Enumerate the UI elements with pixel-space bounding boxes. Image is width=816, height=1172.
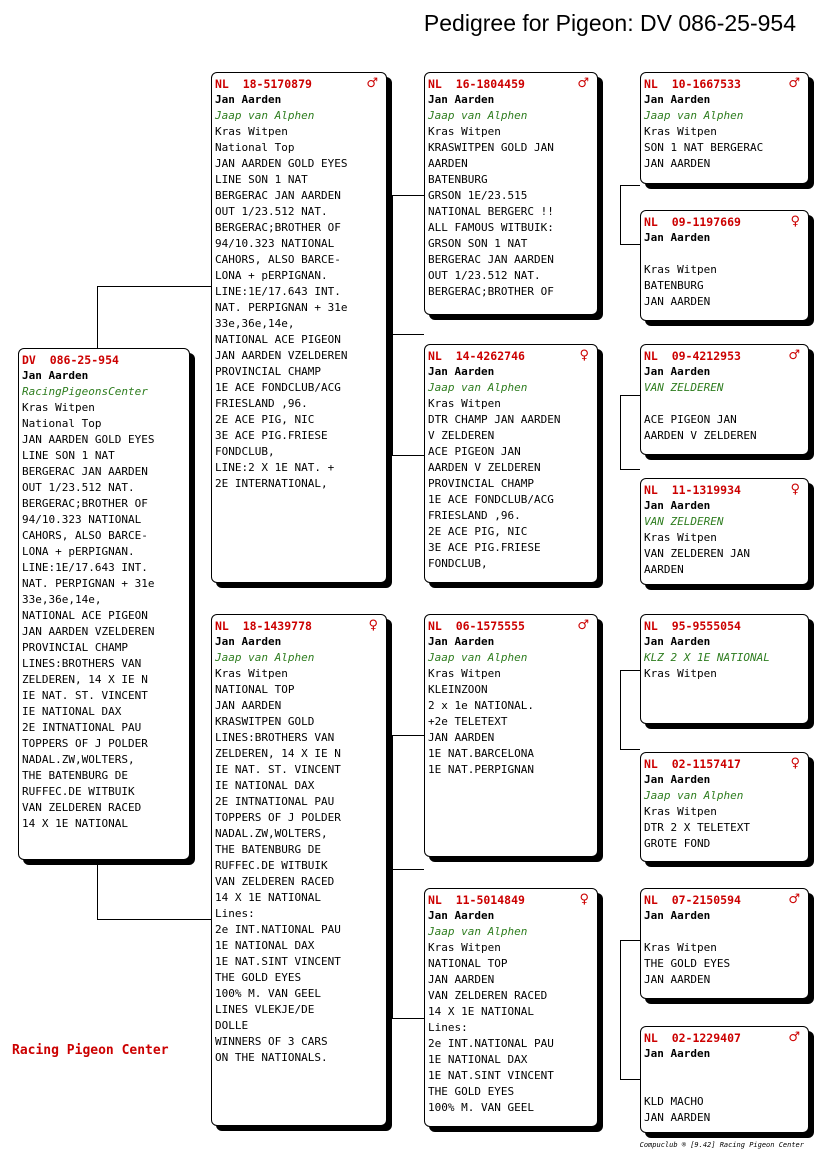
pigeon-note-line: CAHORS, ALSO BARCE-	[215, 253, 341, 266]
pigeon-note-line: KLEINZOON	[428, 683, 488, 696]
ring-number: NL 11-5014849 ♀	[428, 892, 589, 907]
pigeon-note-line: OUT 1/23.512 NAT.	[22, 481, 135, 494]
ring-number: NL 02-1157417 ♀	[644, 756, 800, 771]
pigeon-note-line: JAN AARDEN VZELDEREN	[22, 625, 155, 638]
pigeon-note-line: NATIONAL BERGERC !!	[428, 205, 554, 218]
pigeon-note-line: BERGERAC;BROTHER OF	[428, 285, 554, 298]
male-icon: ♂	[577, 618, 589, 633]
pigeon-note-line: ALL FAMOUS WITBUIK:	[428, 221, 554, 234]
pigeon-note-line: 3E ACE PIG.FRIESE	[428, 541, 541, 554]
pigeon-note-line: 2E INTNATIONAL PAU	[215, 795, 335, 808]
owner: Jan Aarden	[428, 909, 495, 922]
owner: Jan Aarden	[215, 635, 282, 648]
pigeon-card-dss	[640, 614, 809, 724]
pigeon-note-line: NATIONAL TOP	[215, 683, 295, 696]
pigeon-note-line: CAHORS, ALSO BARCE-	[22, 529, 148, 542]
pigeon-note-line: AARDEN	[428, 157, 468, 170]
pigeon-notes	[215, 666, 386, 1066]
pigeon-notes	[22, 400, 189, 832]
pigeon-notes	[644, 1078, 808, 1126]
pigeon-note-line: NATIONAL ACE PIGEON	[215, 333, 341, 346]
pigeon-notes	[215, 124, 386, 492]
pigeon-note-line: WINNERS OF 3 CARS	[215, 1035, 328, 1048]
pigeon-card-subject	[18, 348, 190, 860]
breeder: Jaap van Alphen	[428, 381, 528, 394]
pigeon-note-line: Lines:	[428, 1021, 468, 1034]
pigeon-note-line: 1E NATIONAL DAX	[428, 1053, 528, 1066]
pigeon-note-line: LINE SON 1 NAT	[215, 173, 308, 186]
owner: Jan Aarden	[644, 499, 711, 512]
pigeon-note-line: 2e INT.NATIONAL PAU	[215, 923, 341, 936]
pigeon-note-line: THE GOLD EYES	[428, 1085, 515, 1098]
pigeon-notes	[644, 262, 808, 310]
pigeon-note-line: KLD MACHO	[644, 1095, 704, 1108]
pigeon-note-line: VAN ZELDEREN RACED	[215, 875, 335, 888]
ring-number: NL 10-1667533 ♂	[644, 76, 800, 91]
pigeon-note-line: THE BATENBURG DE	[22, 769, 128, 782]
owner: Jan Aarden	[428, 93, 495, 106]
ring-number: NL 14-4262746 ♀	[428, 348, 589, 363]
pigeon-note-line: NAT. PERPIGNAN + 31e	[22, 577, 155, 590]
pigeon-note-line: BATENBURG	[428, 173, 488, 186]
male-icon: ♂	[788, 348, 800, 363]
pigeon-card-dam	[211, 614, 387, 1126]
ring-number: NL 16-1804459 ♂	[428, 76, 589, 91]
female-icon: ♀	[790, 482, 800, 497]
pigeon-note-line: JAN AARDEN VZELDEREN	[215, 349, 348, 362]
pigeon-note-line: ACE PIGEON JAN	[428, 445, 521, 458]
ring-number: NL 18-5170879 ♂	[215, 76, 378, 91]
pigeon-note-line: VAN ZELDEREN RACED	[428, 989, 548, 1002]
pigeon-note-line: JAN AARDEN	[428, 731, 495, 744]
breeder	[644, 246, 808, 262]
pigeon-notes	[644, 804, 808, 852]
pigeon-note-line: 14 X 1E NATIONAL	[22, 817, 128, 830]
pigeon-card-sire-dam	[424, 344, 598, 583]
owner: Jan Aarden	[215, 93, 282, 106]
pigeon-note-line: JAN AARDEN	[644, 973, 711, 986]
pigeon-note-line: 100% M. VAN GEEL	[428, 1101, 534, 1114]
pigeon-note-line: IE NATIONAL DAX	[215, 779, 315, 792]
pigeon-note-line: RUFFEC.DE WITBUIK	[215, 859, 328, 872]
pigeon-note-line: FONDCLUB,	[428, 557, 488, 570]
pigeon-note-line: Kras Witpen	[428, 125, 501, 138]
pigeon-note-line: 2E ACE PIG, NIC	[215, 413, 315, 426]
pigeon-note-line: ZELDEREN, 14 X IE N	[22, 673, 148, 686]
pigeon-card-dam-sire	[424, 614, 598, 857]
pigeon-note-line: AARDEN V ZELDEREN	[428, 461, 541, 474]
ring-number: NL 09-4212953 ♂	[644, 348, 800, 363]
pigeon-note-line: TOPPERS OF J POLDER	[22, 737, 148, 750]
pigeon-note-line: BERGERAC;BROTHER OF	[215, 221, 341, 234]
pigeon-notes	[644, 396, 808, 444]
owner: Jan Aarden	[644, 231, 711, 244]
pigeon-notes	[644, 666, 808, 682]
breeder: Jaap van Alphen	[428, 651, 528, 664]
breeder: KLZ 2 X 1E NATIONAL	[644, 651, 770, 664]
pigeon-note-line: LINES:BROTHERS VAN	[215, 731, 335, 744]
pigeon-note-line: JAN AARDEN	[644, 157, 711, 170]
page-title: Pedigree for Pigeon: DV 086-25-954	[423, 10, 796, 36]
male-icon: ♂	[366, 76, 378, 91]
pigeon-note-line: THE BATENBURG DE	[215, 843, 321, 856]
ring-number: NL 95-9555054	[644, 619, 741, 633]
pigeon-note-line: VAN ZELDEREN JAN	[644, 547, 750, 560]
pigeon-notes	[428, 396, 597, 572]
pigeon-note-line: National Top	[215, 141, 295, 154]
female-icon: ♀	[368, 618, 378, 633]
female-icon: ♀	[790, 756, 800, 771]
owner: Jan Aarden	[428, 635, 495, 648]
pigeon-note-line: THE GOLD EYES	[644, 957, 731, 970]
pigeon-note-line: BATENBURG	[644, 279, 704, 292]
pigeon-note-line: 1E NAT.PERPIGNAN	[428, 763, 534, 776]
pigeon-note-line: JAN AARDEN	[644, 1111, 711, 1124]
footer-credit: Compuclub ® [9.42] Racing Pigeon Center	[639, 1141, 804, 1149]
pigeon-note-line: PROVINCIAL CHAMP	[215, 365, 321, 378]
pigeon-note-line: JAN AARDEN	[644, 295, 711, 308]
pigeon-note-line	[644, 396, 808, 412]
pigeon-note-line: 2e INT.NATIONAL PAU	[428, 1037, 554, 1050]
breeder: Jaap van Alphen	[644, 789, 744, 802]
pigeon-card-sss	[640, 72, 809, 184]
pigeon-note-line: TOPPERS OF J POLDER	[215, 811, 341, 824]
pigeon-note-line: ACE PIGEON JAN	[644, 413, 737, 426]
owner: Jan Aarden	[22, 369, 89, 382]
pigeon-note-line: 2E INTNATIONAL PAU	[22, 721, 142, 734]
pigeon-note-line: Kras Witpen	[428, 397, 501, 410]
pigeon-card-sire	[211, 72, 387, 583]
breeder: Jaap van Alphen	[215, 651, 315, 664]
pigeon-note-line: VAN ZELDEREN RACED	[22, 801, 142, 814]
pigeon-card-sire-sire	[424, 72, 598, 315]
pigeon-note-line: 2 x 1e NATIONAL.	[428, 699, 534, 712]
breeder: VAN ZELDEREN	[644, 381, 724, 394]
pigeon-card-sdd	[640, 478, 809, 585]
pigeon-note-line: 1E NAT.SINT VINCENT	[215, 955, 341, 968]
owner: Jan Aarden	[644, 93, 711, 106]
pigeon-note-line	[644, 1078, 808, 1094]
owner: Jan Aarden	[644, 1047, 711, 1060]
breeder: Jaap van Alphen	[428, 109, 528, 122]
pigeon-note-line: National Top	[22, 417, 102, 430]
pigeon-note-line: 3E ACE PIG.FRIESE	[215, 429, 328, 442]
female-icon: ♀	[790, 214, 800, 229]
pigeon-note-line: 100% M. VAN GEEL	[215, 987, 321, 1000]
pigeon-note-line: LONA + pERPIGNAN.	[215, 269, 328, 282]
pigeon-note-line: JAN AARDEN GOLD EYES	[215, 157, 348, 170]
pigeon-card-ssd	[640, 210, 809, 321]
pigeon-note-line: IE NAT. ST. VINCENT	[22, 689, 148, 702]
pigeon-note-line: LINE:2 X 1E NAT. +	[215, 461, 335, 474]
owner: Jan Aarden	[644, 773, 711, 786]
breeder: Jaap van Alphen	[428, 925, 528, 938]
pigeon-note-line: Kras Witpen	[644, 941, 717, 954]
pigeon-note-line: ZELDEREN, 14 X IE N	[215, 747, 341, 760]
pigeon-note-line: DTR 2 X TELETEXT	[644, 821, 750, 834]
male-icon: ♂	[788, 76, 800, 91]
pigeon-note-line: 1E NATIONAL DAX	[215, 939, 315, 952]
pigeon-note-line: OUT 1/23.512 NAT.	[428, 269, 541, 282]
pigeon-note-line: Kras Witpen	[644, 805, 717, 818]
breeder: VAN ZELDEREN	[644, 515, 724, 528]
pigeon-card-dds	[640, 888, 809, 999]
pigeon-note-line: LINE:1E/17.643 INT.	[215, 285, 341, 298]
pigeon-note-line: Kras Witpen	[644, 125, 717, 138]
pigeon-note-line: THE GOLD EYES	[215, 971, 302, 984]
pigeon-note-line: JAN AARDEN	[428, 973, 495, 986]
pigeon-card-dsd	[640, 752, 809, 862]
pigeon-notes	[644, 530, 808, 578]
ring-number: NL 06-1575555 ♂	[428, 618, 589, 633]
pigeon-note-line: 33e,36e,14e,	[215, 317, 295, 330]
pigeon-note-line: +2e TELETEXT	[428, 715, 508, 728]
pigeon-notes	[428, 124, 597, 300]
male-icon: ♂	[788, 892, 800, 907]
pigeon-note-line: BERGERAC JAN AARDEN	[22, 465, 148, 478]
breeder: Jaap van Alphen	[644, 109, 744, 122]
ring-number: NL 18-1439778 ♀	[215, 618, 378, 633]
pigeon-note-line: 94/10.323 NATIONAL	[215, 237, 335, 250]
pigeon-note-line: 14 X 1E NATIONAL	[215, 891, 321, 904]
pigeon-note-line: DOLLE	[215, 1019, 249, 1032]
pigeon-note-line: SON 1 NAT BERGERAC	[644, 141, 764, 154]
owner: Jan Aarden	[644, 635, 711, 648]
pigeon-note-line: Kras Witpen	[22, 401, 95, 414]
pigeon-note-line: LINE SON 1 NAT	[22, 449, 115, 462]
pigeon-note-line: 1E ACE FONDCLUB/ACG	[428, 493, 554, 506]
pigeon-note-line: V ZELDEREN	[428, 429, 495, 442]
ring-number: NL 07-2150594 ♂	[644, 892, 800, 907]
pigeon-note-line: 1E NAT.SINT VINCENT	[428, 1069, 554, 1082]
pigeon-note-line: NADAL.ZW,WOLTERS,	[22, 753, 135, 766]
pigeon-note-line: LINES VLEKJE/DE	[215, 1003, 315, 1016]
pigeon-note-line: 2E ACE PIG, NIC	[428, 525, 528, 538]
owner: Jan Aarden	[644, 365, 711, 378]
pigeon-card-sds	[640, 344, 809, 455]
pigeon-note-line: GROTE FOND	[644, 837, 711, 850]
breeder	[644, 924, 808, 940]
female-icon: ♀	[579, 892, 589, 907]
ring-number: NL 11-1319934 ♀	[644, 482, 800, 497]
breeder	[644, 1062, 808, 1078]
pigeon-note-line: DTR CHAMP JAN AARDEN	[428, 413, 561, 426]
pigeon-note-line: IE NATIONAL DAX	[22, 705, 122, 718]
pigeon-note-line: 1E NAT.BARCELONA	[428, 747, 534, 760]
pigeon-note-line: 14 X 1E NATIONAL	[428, 1005, 534, 1018]
footer-brand: Racing Pigeon Center	[12, 1043, 169, 1058]
pigeon-note-line: FRIESLAND ,96.	[428, 509, 521, 522]
pigeon-note-line: Kras Witpen	[215, 667, 288, 680]
pigeon-note-line: NATIONAL ACE PIGEON	[22, 609, 148, 622]
pigeon-note-line: JAN AARDEN GOLD EYES	[22, 433, 155, 446]
pigeon-notes	[428, 940, 597, 1116]
pigeon-note-line: LINE:1E/17.643 INT.	[22, 561, 148, 574]
pigeon-note-line: PROVINCIAL CHAMP	[428, 477, 534, 490]
pigeon-note-line: Kras Witpen	[644, 531, 717, 544]
pigeon-note-line: NAT. PERPIGNAN + 31e	[215, 301, 348, 314]
pigeon-note-line: BERGERAC;BROTHER OF	[22, 497, 148, 510]
male-icon: ♂	[788, 1030, 800, 1045]
pigeon-note-line: KRASWITPEN GOLD	[215, 715, 315, 728]
pigeon-notes	[644, 940, 808, 988]
pigeon-note-line: Kras Witpen	[644, 667, 717, 680]
pigeon-note-line: Kras Witpen	[428, 667, 501, 680]
ring-number: NL 09-1197669 ♀	[644, 214, 800, 229]
pigeon-notes	[428, 666, 597, 778]
pigeon-note-line: AARDEN	[644, 563, 684, 576]
pigeon-note-line: RUFFEC.DE WITBUIK	[22, 785, 135, 798]
pigeon-notes	[644, 124, 808, 172]
pigeon-note-line: 94/10.323 NATIONAL	[22, 513, 142, 526]
pigeon-note-line: 1E ACE FONDCLUB/ACG	[215, 381, 341, 394]
pigeon-note-line: GRSON SON 1 NAT	[428, 237, 528, 250]
pigeon-card-ddd	[640, 1026, 809, 1133]
female-icon: ♀	[579, 348, 589, 363]
breeder: RacingPigeonsCenter	[22, 385, 148, 398]
pigeon-note-line: ON THE NATIONALS.	[215, 1051, 328, 1064]
owner: Jan Aarden	[644, 909, 711, 922]
pigeon-note-line: AARDEN V ZELDEREN	[644, 429, 757, 442]
pigeon-note-line: FRIESLAND ,96.	[215, 397, 308, 410]
pigeon-note-line: NATIONAL TOP	[428, 957, 508, 970]
pigeon-note-line: 33e,36e,14e,	[22, 593, 102, 606]
ring-number: NL 02-1229407 ♂	[644, 1030, 800, 1045]
breeder: Jaap van Alphen	[215, 109, 315, 122]
pigeon-note-line: Kras Witpen	[428, 941, 501, 954]
pigeon-note-line: Kras Witpen	[644, 263, 717, 276]
pigeon-note-line: OUT 1/23.512 NAT.	[215, 205, 328, 218]
pigeon-note-line: IE NAT. ST. VINCENT	[215, 763, 341, 776]
pigeon-note-line: LINES:BROTHERS VAN	[22, 657, 142, 670]
pigeon-note-line: KRASWITPEN GOLD JAN	[428, 141, 554, 154]
pigeon-note-line: JAN AARDEN	[215, 699, 282, 712]
pigeon-note-line: Kras Witpen	[215, 125, 288, 138]
pigeon-note-line: BERGERAC JAN AARDEN	[215, 189, 341, 202]
pigeon-note-line: NADAL.ZW,WOLTERS,	[215, 827, 328, 840]
pigeon-card-dam-dam	[424, 888, 598, 1127]
pigeon-note-line: PROVINCIAL CHAMP	[22, 641, 128, 654]
owner: Jan Aarden	[428, 365, 495, 378]
pigeon-note-line: Lines:	[215, 907, 255, 920]
pigeon-note-line: LONA + pERPIGNAN.	[22, 545, 135, 558]
pigeon-note-line: 2E INTERNATIONAL,	[215, 477, 328, 490]
pigeon-note-line: BERGERAC JAN AARDEN	[428, 253, 554, 266]
pigeon-note-line: FONDCLUB,	[215, 445, 275, 458]
ring-number: DV 086-25-954	[22, 353, 119, 367]
pigeon-note-line: GRSON 1E/23.515	[428, 189, 528, 202]
male-icon: ♂	[577, 76, 589, 91]
